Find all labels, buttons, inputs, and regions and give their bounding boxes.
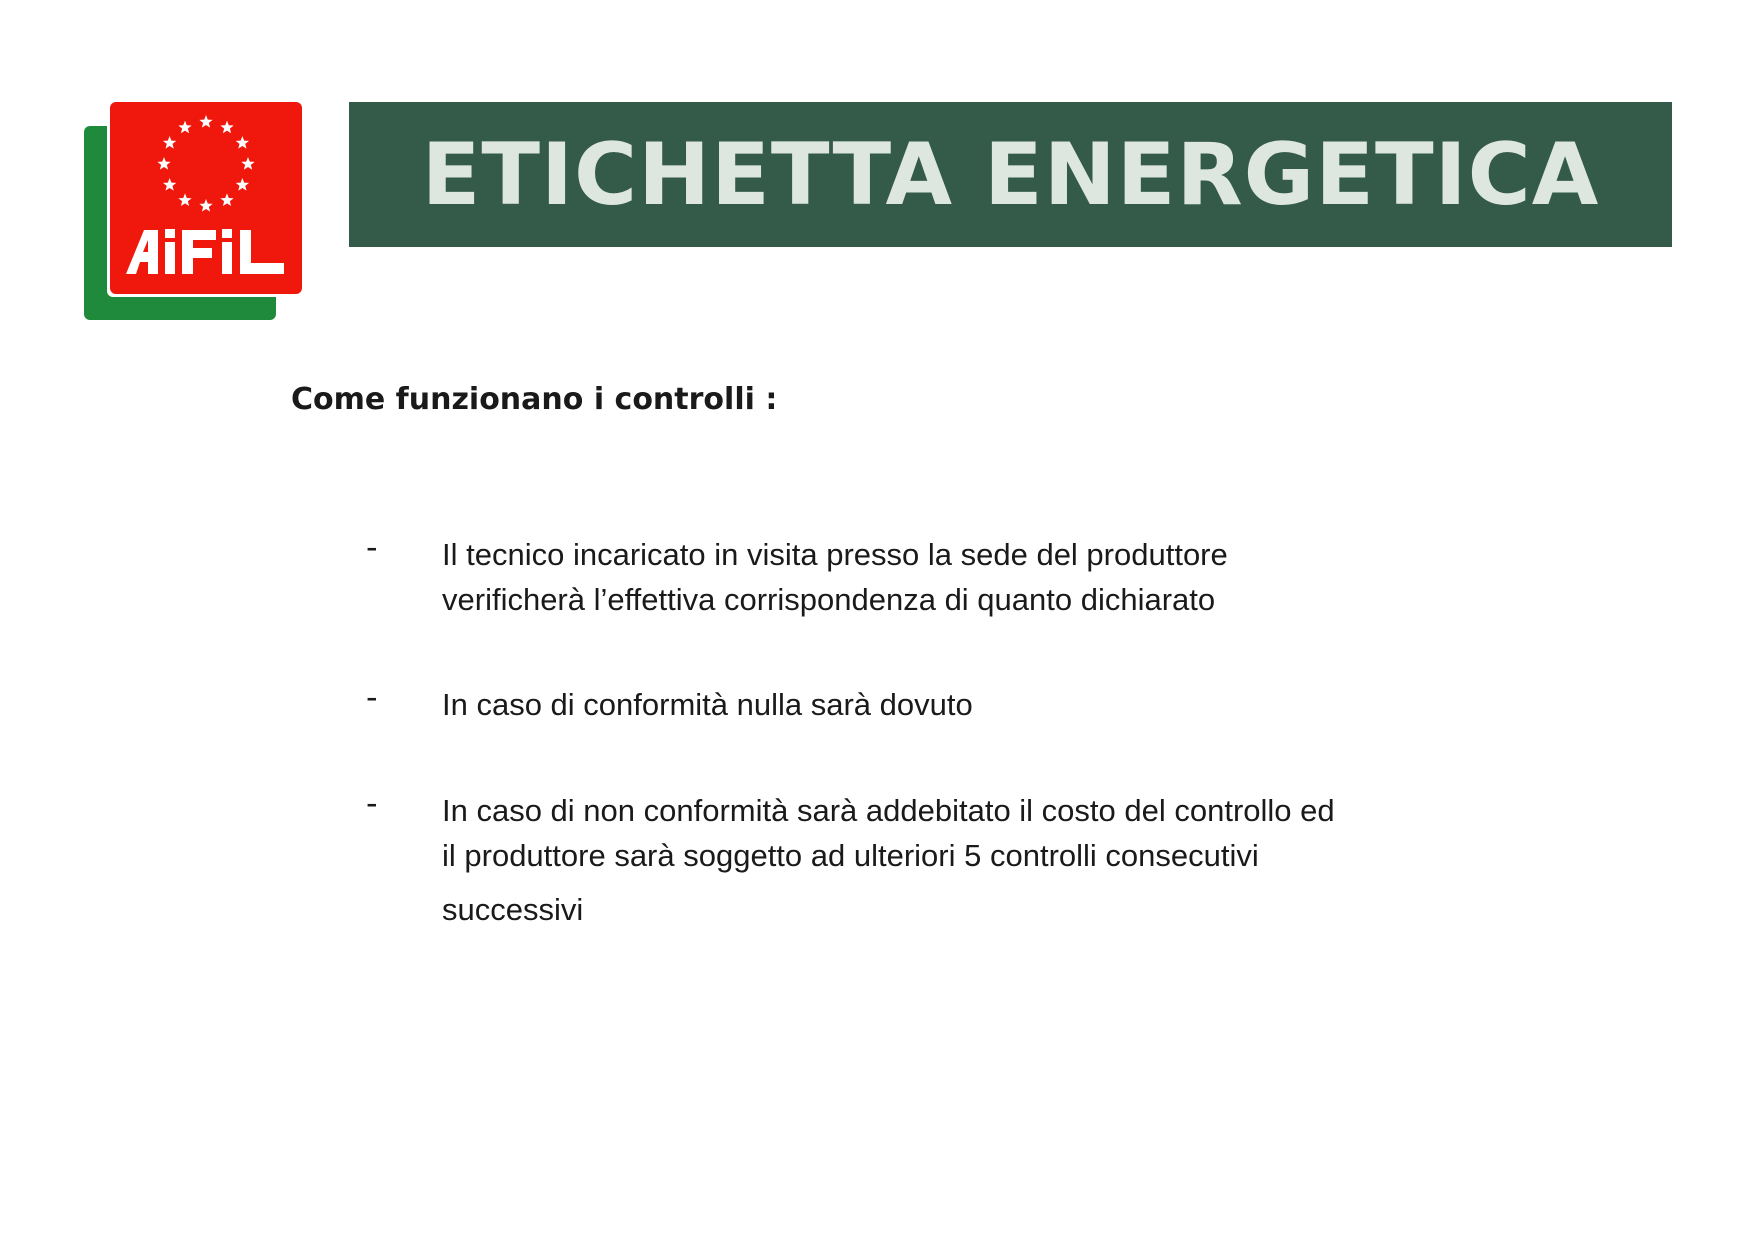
bullet-marker: - — [366, 678, 378, 716]
star-icon — [236, 136, 249, 149]
logo-red-square — [110, 102, 302, 294]
star-icon — [236, 178, 249, 191]
star-icon — [178, 193, 191, 206]
title-banner — [349, 102, 1672, 247]
aifil-wordmark — [126, 229, 284, 274]
banner-title: ETICHETTA ENERGETICA — [421, 124, 1600, 225]
bullet-text — [442, 788, 1522, 932]
eu-stars-icon — [110, 102, 302, 294]
bullet-text — [442, 682, 1522, 727]
star-icon — [199, 199, 212, 212]
bullet-line: successivi — [442, 892, 584, 927]
star-icon — [220, 121, 233, 134]
bullet-line: verificherà l’effettiva corrispondenza di quanto dichiarato — [442, 582, 1216, 617]
bullet-line: il produttore sarà soggetto ad ulteriori 5 controlli consecutivi — [442, 838, 1259, 873]
bullet-line: Il tecnico incaricato in visita presso la sede del produttore — [442, 537, 1228, 572]
star-icon — [199, 115, 212, 128]
section-heading: Come funzionano i controlli : — [291, 382, 778, 417]
star-icon — [163, 136, 176, 149]
star-icon — [220, 193, 233, 206]
bullet-marker: - — [366, 528, 378, 566]
bullet-marker: - — [366, 784, 378, 822]
star-icon — [178, 121, 191, 134]
bullet-line: In caso di conformità nulla sarà dovuto — [442, 687, 973, 722]
star-icon — [241, 157, 254, 170]
aifil-logo — [84, 102, 304, 322]
bullet-line: In caso di non conformità sarà addebitato il costo del controllo ed — [442, 793, 1335, 828]
star-icon — [163, 178, 176, 191]
star-icon — [157, 157, 170, 170]
bullet-text — [442, 532, 1522, 622]
